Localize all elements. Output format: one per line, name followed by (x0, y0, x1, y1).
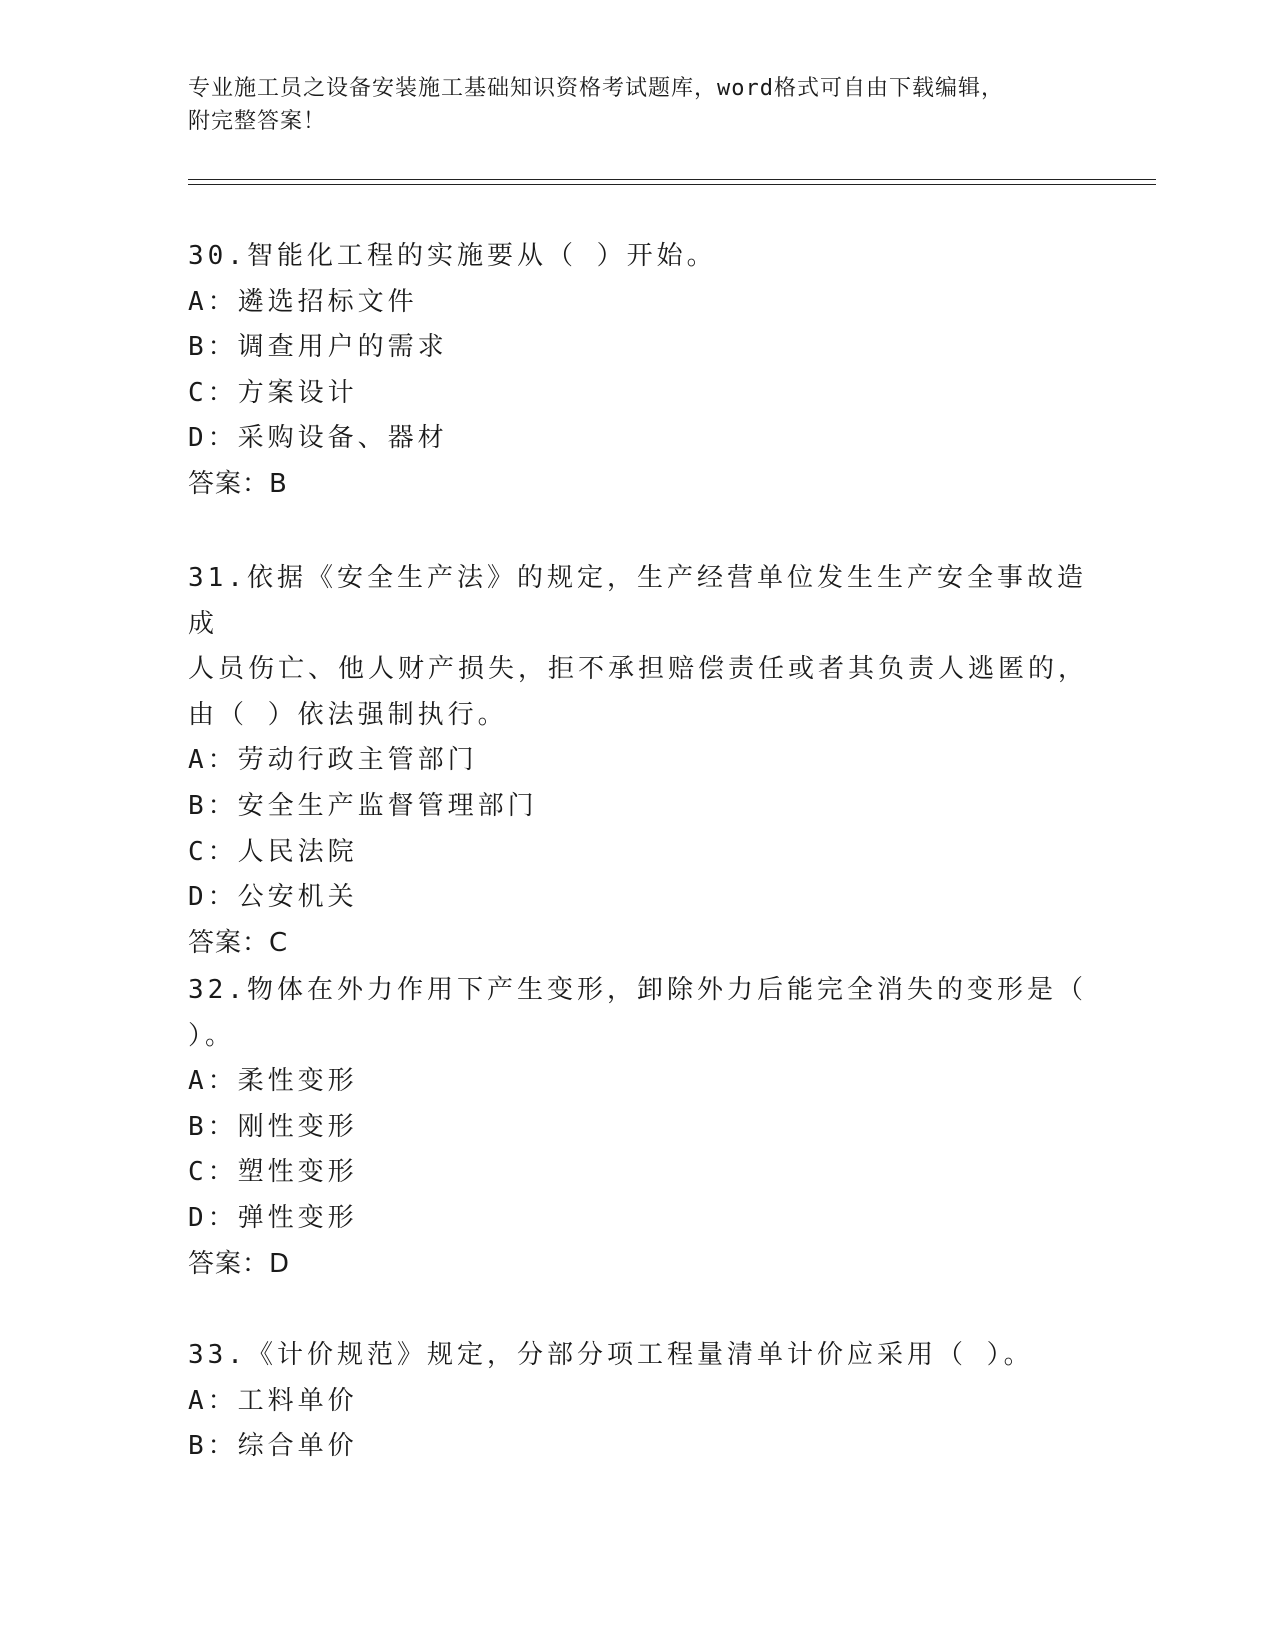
answer: 答案：B (188, 468, 288, 499)
option-c: C：塑性变形 (188, 1157, 358, 1188)
option-b: B：综合单价 (188, 1431, 358, 1462)
option-a: A：劳动行政主管部门 (188, 745, 478, 776)
option-a: A：遴选招标文件 (188, 286, 418, 317)
question-stem-line-3: 由（ ）依法强制执行。 (188, 699, 508, 730)
header-rule-bottom (188, 184, 1156, 185)
answer: 答案：D (188, 1248, 291, 1279)
header-line-1: 专业施工员之设备安装施工基础知识资格考试题库，word格式可自由下载编辑， (188, 76, 1004, 101)
question-30 (188, 234, 1088, 508)
question-33 (188, 1333, 1088, 1470)
header-line-2: 附完整答案！ (188, 109, 327, 134)
option-a: A：柔性变形 (188, 1066, 358, 1097)
option-c: C：方案设计 (188, 377, 358, 408)
option-b: B：刚性变形 (188, 1111, 358, 1142)
question-stem-line-1: 32.物体在外力作用下产生变形，卸除外力后能完全消失的变形是（ (188, 975, 1087, 1005)
question-31 (188, 556, 1088, 966)
option-d: D：弹性变形 (188, 1202, 358, 1233)
question-32 (188, 968, 1088, 1287)
header-rule-top (188, 179, 1156, 180)
question-stem: 33.《计价规范》规定，分部分项工程量清单计价应采用（ ）。 (188, 1340, 1034, 1370)
question-stem-line-2: 人员伤亡、他人财产损失，拒不承担赔偿责任或者其负责人逃匿的， (188, 654, 1089, 685)
option-a: A：工料单价 (188, 1385, 358, 1416)
option-b: B：调查用户的需求 (188, 332, 448, 363)
option-b: B：安全生产监督管理部门 (188, 790, 538, 821)
question-stem-line-2: ）。 (188, 1020, 236, 1051)
option-d: D：采购设备、器材 (188, 423, 448, 454)
option-c: C：人民法院 (188, 836, 358, 867)
document-header (188, 72, 1068, 138)
question-stem-line-1: 31.依据《安全生产法》的规定，生产经营单位发生生产安全事故造成 (188, 563, 1087, 639)
option-d: D：公安机关 (188, 882, 358, 913)
question-stem: 30.智能化工程的实施要从（ ）开始。 (188, 241, 717, 271)
answer: 答案：C (188, 927, 289, 958)
